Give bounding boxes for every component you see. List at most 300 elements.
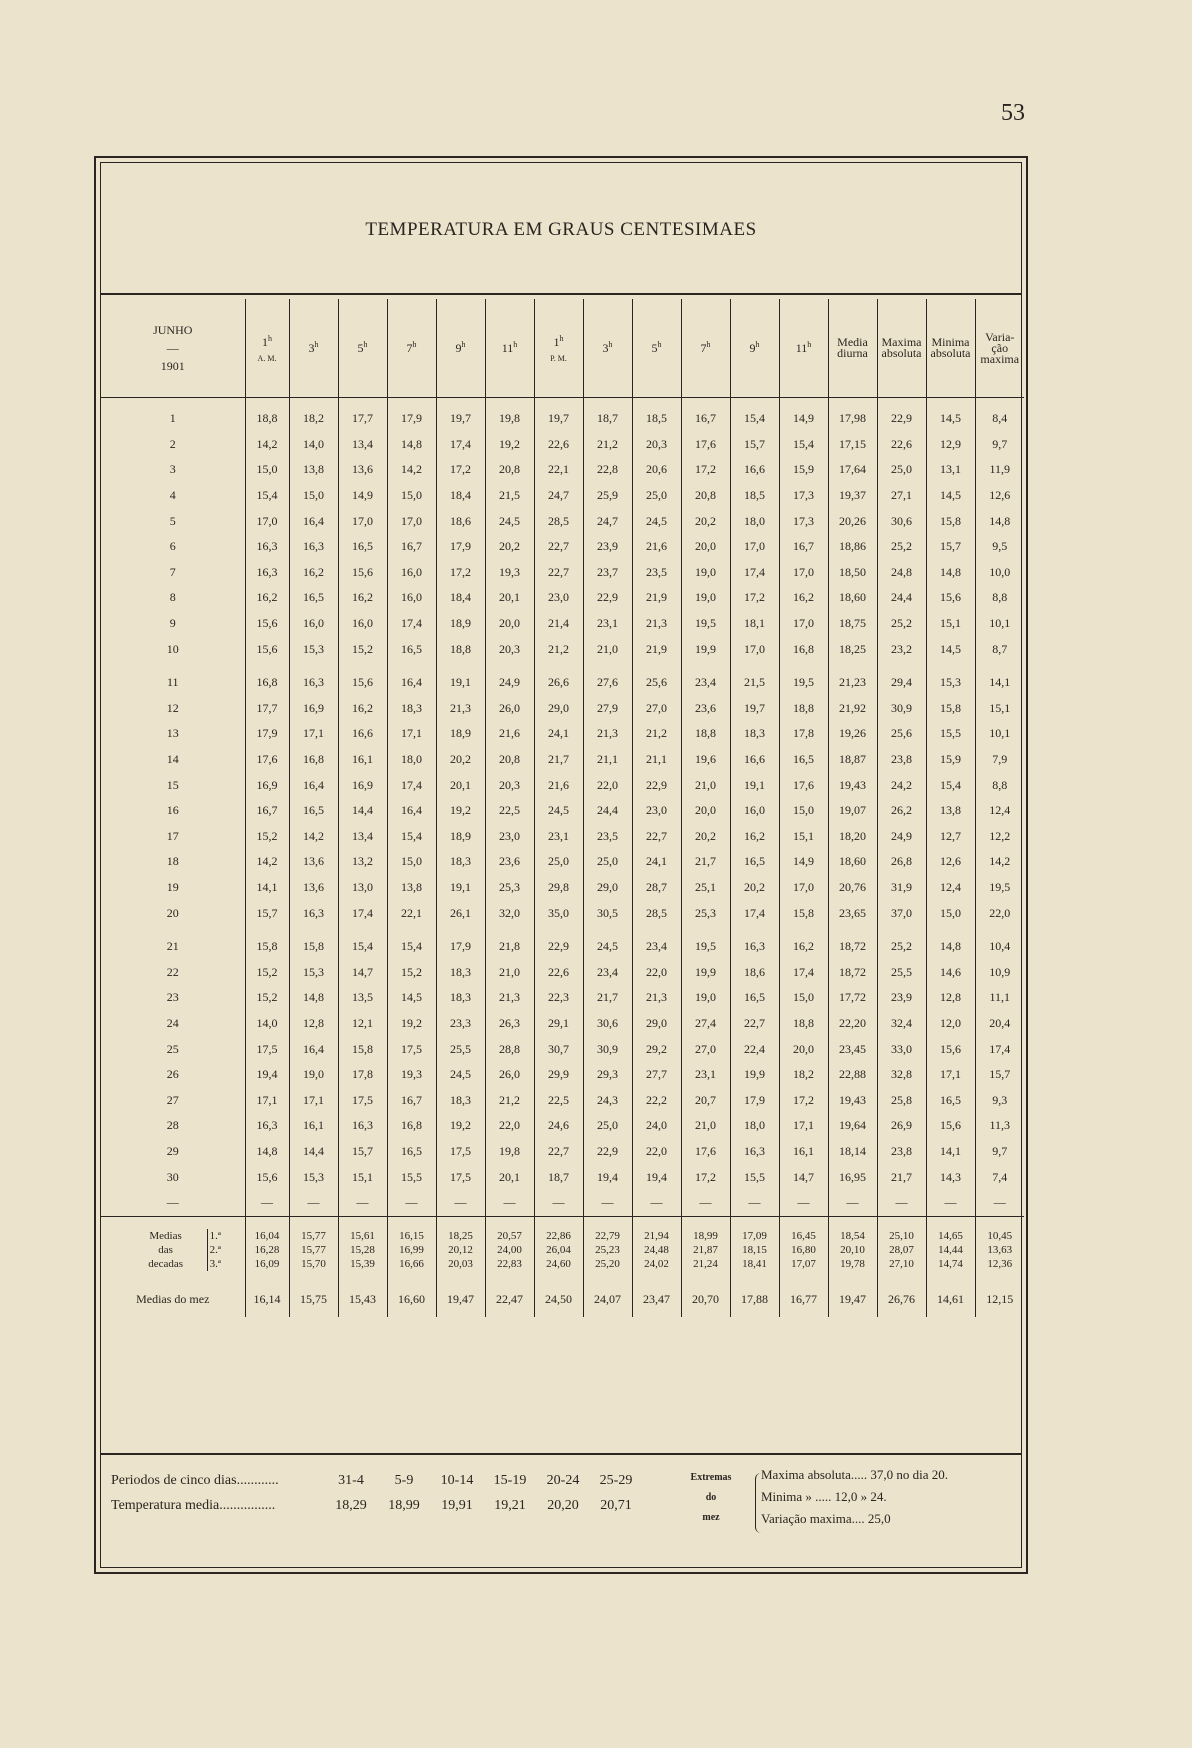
table-cell: 15,6 (245, 611, 289, 637)
separator-cell (975, 926, 1024, 934)
hour-suffix: h (412, 340, 417, 349)
table-cell: 22,5 (534, 1087, 583, 1113)
table-cell: 13,0 (338, 875, 387, 901)
table-cell: 15,6 (338, 560, 387, 586)
table-cell: 16,8 (245, 670, 289, 696)
table-cell: 19,4 (245, 1062, 289, 1088)
hour-suffix: h (755, 340, 760, 349)
decade-label-line: das (158, 1243, 173, 1256)
hour-suffix: h (461, 340, 466, 349)
table-cell: 30,6 (877, 508, 926, 534)
table-cell: 19,5 (989, 879, 1011, 894)
hour-number: 11 (501, 341, 514, 355)
decade-value: 12,36 (987, 1257, 1013, 1270)
table-cell: 19,0 (681, 585, 730, 611)
table-cell: 18,6 (436, 508, 485, 534)
table-cell: 24,1 (632, 849, 681, 875)
table-cell: 14,2 (245, 849, 289, 875)
table-cell: 12,6 (989, 488, 1011, 503)
table-cell: 19,0 (681, 560, 730, 586)
table-cell: 19,9 (730, 1062, 779, 1088)
extremas-line: Variação maxima.... 25,0 (761, 1511, 891, 1526)
table-cell: 18,1 (730, 611, 779, 637)
decade-value: 18,41 (742, 1257, 767, 1270)
table-cell: 16,5 (289, 585, 338, 611)
day-number: 4 (101, 483, 245, 509)
table-cell: 15,8 (926, 508, 975, 534)
table-cell: 23,4 (632, 934, 681, 960)
table-cell: 22,6 (534, 432, 583, 458)
separator-cell (485, 662, 534, 670)
table-cell: 14,4 (289, 1139, 338, 1165)
temperature-media-value: 20,71 (600, 1498, 632, 1513)
decade-number: 1.ª (209, 1229, 221, 1242)
table-cell: 16,4 (387, 670, 436, 696)
table-cell: 16,5 (338, 534, 387, 560)
table-cell: 15,0 (779, 985, 828, 1011)
decade-label-text (125, 1229, 207, 1271)
decade-value: 25,20 (595, 1257, 620, 1270)
separator-cell (245, 662, 289, 670)
table-cell: 14,8 (989, 513, 1011, 528)
decade-value: 10,45 (987, 1229, 1013, 1242)
separator-cell (828, 926, 877, 934)
hour-suffix: h (314, 340, 319, 349)
table-cell: 30,5 (583, 900, 632, 926)
table-row (101, 985, 1024, 1011)
hour-suffix: h (608, 340, 613, 349)
table-body (101, 398, 1024, 1317)
dash-cell: — (485, 1190, 534, 1217)
hour-header (534, 299, 583, 398)
table-cell: 28,5 (534, 508, 583, 534)
table-cell: 15,7 (926, 534, 975, 560)
table-cell: 14,5 (926, 636, 975, 662)
am-label: A. M. (257, 353, 277, 363)
table-cell: 19,0 (681, 985, 730, 1011)
periods-row (111, 1473, 643, 1498)
table-cell: 12,2 (989, 828, 1011, 843)
table-cell: 15,4 (387, 824, 436, 850)
table-cell: 16,8 (387, 1113, 436, 1139)
table-cell: 16,2 (779, 934, 828, 960)
hour-number: 3 (308, 341, 315, 355)
table-cell: 16,2 (289, 560, 338, 586)
table-cell: 15,2 (387, 959, 436, 985)
table-cell: 14,2 (989, 854, 1011, 869)
table-cell: 22,9 (583, 585, 632, 611)
table-cell: 20,8 (485, 747, 534, 773)
table-cell: 29,0 (534, 696, 583, 722)
decade-numbers (207, 1229, 221, 1271)
table-cell: 27,6 (583, 670, 632, 696)
table-cell: 15,3 (289, 636, 338, 662)
table-cell: 22,2 (632, 1087, 681, 1113)
table-cell: 29,2 (632, 1036, 681, 1062)
table-cell: 23,2 (877, 636, 926, 662)
decade-value: 14,65 (938, 1229, 963, 1242)
table-cell: 21,1 (632, 747, 681, 773)
table-cell: 15,6 (245, 1164, 289, 1190)
dash-cell: — (681, 1190, 730, 1217)
table-cell: 17,5 (245, 1036, 289, 1062)
table-cell: 25,0 (534, 849, 583, 875)
table-cell: 26,1 (436, 900, 485, 926)
table-cell: 15,0 (245, 457, 289, 483)
table-cell: 16,5 (730, 849, 779, 875)
table-cell: 23,3 (436, 1011, 485, 1037)
table-cell: 17,7 (338, 406, 387, 432)
table-cell: 20,2 (485, 534, 534, 560)
table-cell: 14,8 (387, 432, 436, 458)
table-cell: 20,2 (681, 824, 730, 850)
temperature-media-value: 18,99 (388, 1498, 420, 1513)
table-cell: 19,8 (485, 1139, 534, 1165)
table-cell: 21,2 (485, 1087, 534, 1113)
table-cell: 22,3 (534, 985, 583, 1011)
table-cell: 22,7 (534, 534, 583, 560)
table-cell: 21,7 (681, 849, 730, 875)
table-cell: 16,0 (289, 611, 338, 637)
table-cell: 10,0 (989, 564, 1011, 579)
decade-cell (779, 1216, 828, 1283)
table-cell: 27,9 (583, 696, 632, 722)
dash-row (101, 1190, 1024, 1217)
separator-cell (436, 926, 485, 934)
header-row (101, 299, 1024, 398)
table-row (101, 1113, 1024, 1139)
table-cell: 19,7 (730, 696, 779, 722)
table-cell: 30,9 (583, 1036, 632, 1062)
table-cell: 24,5 (632, 508, 681, 534)
table-cell: 25,8 (877, 1087, 926, 1113)
table-cell: 12,6 (926, 849, 975, 875)
extremas-label-line: Extremas (690, 1472, 732, 1483)
hour-suffix: h (513, 340, 518, 349)
table-cell: 12,4 (989, 803, 1011, 818)
dash-cell: — (632, 1190, 681, 1217)
table-cell: 17,0 (779, 611, 828, 637)
separator-cell (926, 398, 975, 407)
table-cell: 19,1 (730, 772, 779, 798)
table-cell: 23,8 (877, 747, 926, 773)
table-cell: 23,0 (534, 585, 583, 611)
table-cell: 10,1 (989, 726, 1011, 741)
variacao-maxima-header (975, 299, 1024, 398)
table-cell: 14,8 (289, 985, 338, 1011)
decade-label-line: decadas (148, 1257, 183, 1270)
day-number: 29 (101, 1139, 245, 1165)
hour-suffix: h (706, 340, 711, 349)
table-cell: 17,9 (245, 721, 289, 747)
table-cell: 14,3 (926, 1164, 975, 1190)
table-cell: 16,9 (289, 696, 338, 722)
table-cell: 23,4 (583, 959, 632, 985)
periods-block (111, 1473, 643, 1523)
table-cell: 11,9 (989, 462, 1011, 477)
decade-cell (730, 1216, 779, 1283)
pm-label: P. M. (550, 353, 567, 363)
hour-number: 7 (406, 341, 413, 355)
separator-cell (779, 398, 828, 407)
table-cell: 29,0 (583, 875, 632, 901)
table-cell: 16,1 (289, 1113, 338, 1139)
table-cell: 15,6 (926, 1036, 975, 1062)
decade-number: 3.ª (209, 1257, 221, 1270)
table-cell: 12,8 (289, 1011, 338, 1037)
table-cell: 22,9 (534, 934, 583, 960)
extremas-label-line: mez (702, 1512, 720, 1523)
hour-header (583, 299, 632, 398)
hour-suffix: h (657, 340, 662, 349)
table-cell: 16,2 (338, 696, 387, 722)
table-cell: 18,2 (779, 1062, 828, 1088)
group-separator (101, 398, 1024, 407)
page-number: 53 (1001, 100, 1025, 126)
table-cell: 13,6 (289, 875, 338, 901)
day-number: 21 (101, 934, 245, 960)
table-cell: 22,88 (828, 1062, 877, 1088)
table-cell: 14,5 (926, 483, 975, 509)
day-number: 3 (101, 457, 245, 483)
table-cell: 13,2 (338, 849, 387, 875)
table-cell: 15,4 (926, 772, 975, 798)
table-cell: 22,9 (877, 406, 926, 432)
table-cell: 27,0 (681, 1036, 730, 1062)
table-cell: 22,7 (730, 1011, 779, 1037)
decade-cell (534, 1216, 583, 1283)
table-cell: 15,0 (387, 483, 436, 509)
decade-cell (338, 1216, 387, 1283)
table-cell: 21,5 (485, 483, 534, 509)
table-cell: 18,9 (436, 824, 485, 850)
table-cell: 16,0 (387, 585, 436, 611)
table-row (101, 824, 1024, 850)
hour-number: 3 (602, 341, 609, 355)
table-cell: 28,5 (632, 900, 681, 926)
separator-cell (583, 398, 632, 407)
table-cell: 35,0 (534, 900, 583, 926)
table-cell: 16,4 (289, 772, 338, 798)
table-cell: 16,3 (730, 934, 779, 960)
decade-value: 13,63 (987, 1243, 1013, 1256)
separator-cell (877, 398, 926, 407)
day-number: 13 (101, 721, 245, 747)
table-cell: 16,5 (926, 1087, 975, 1113)
table-cell: 18,8 (245, 406, 289, 432)
dash-cell: — (245, 1190, 289, 1217)
table-cell: 25,0 (877, 457, 926, 483)
table-cell: 18,7 (534, 1164, 583, 1190)
decade-cell (289, 1216, 338, 1283)
table-cell: 15,3 (289, 959, 338, 985)
table-cell: 15,0 (779, 798, 828, 824)
table-cell: 15,2 (338, 636, 387, 662)
table-cell: 17,4 (730, 900, 779, 926)
decade-value: 21,24 (693, 1257, 718, 1270)
table-cell: 15,4 (387, 934, 436, 960)
table-cell: 23,9 (877, 985, 926, 1011)
table-cell: 15,0 (926, 900, 975, 926)
period-value: 25-29 (599, 1473, 633, 1488)
table-row (101, 670, 1024, 696)
table-cell: 18,5 (632, 406, 681, 432)
table-cell: 18,0 (730, 508, 779, 534)
table-cell: 21,2 (583, 432, 632, 458)
table-cell: 19,1 (436, 875, 485, 901)
table-cell: 16,7 (681, 406, 730, 432)
table-cell: 14,0 (245, 1011, 289, 1037)
decade-value: 21,87 (693, 1243, 718, 1256)
table-cell: 24,5 (583, 934, 632, 960)
stat-header-line: absoluta (930, 346, 971, 360)
group-separator (101, 926, 1024, 934)
table-cell: 21,7 (534, 747, 583, 773)
stat-header-line: Media (837, 335, 868, 349)
table-cell: 18,7 (583, 406, 632, 432)
hour-suffix: h (363, 340, 368, 349)
table-cell: 18,86 (828, 534, 877, 560)
table-cell: 11,1 (989, 990, 1011, 1005)
stat-header-line: maxima (980, 351, 1020, 366)
decade-value: 16,66 (399, 1257, 424, 1270)
table-cell: 32,0 (485, 900, 534, 926)
table-cell: 16,2 (245, 585, 289, 611)
table-cell: 18,60 (828, 849, 877, 875)
table-cell: 19,43 (828, 1087, 877, 1113)
table-cell: 19,9 (681, 959, 730, 985)
table-cell: 20,4 (989, 1015, 1011, 1030)
table-cell: 16,8 (779, 636, 828, 662)
separator-cell (632, 398, 681, 407)
hour-header (779, 299, 828, 398)
table-cell: 17,9 (436, 534, 485, 560)
table-cell: 20,3 (485, 636, 534, 662)
table-cell: 15,7 (989, 1067, 1011, 1082)
table-cell: 16,1 (779, 1139, 828, 1165)
table-cell: 22,9 (632, 772, 681, 798)
table-cell: 26,0 (485, 696, 534, 722)
table-cell: 19,2 (485, 432, 534, 458)
table-cell: 23,5 (632, 560, 681, 586)
hour-number: 9 (455, 341, 462, 355)
separator-cell (289, 398, 338, 407)
stat-header-line: Maxima (881, 335, 922, 349)
day-number: 15 (101, 772, 245, 798)
day-number: 26 (101, 1062, 245, 1088)
table-cell: 15,2 (245, 985, 289, 1011)
table-cell: 25,5 (436, 1036, 485, 1062)
table-cell: 21,9 (632, 585, 681, 611)
hour-header (245, 299, 289, 398)
table-cell: 8,4 (992, 411, 1008, 426)
table-cell: 18,20 (828, 824, 877, 850)
separator-cell (534, 662, 583, 670)
table-cell: 21,7 (877, 1164, 926, 1190)
table-cell: 17,2 (730, 585, 779, 611)
decade-cell (681, 1216, 730, 1283)
table-cell: 24,4 (583, 798, 632, 824)
table-cell: 21,8 (485, 934, 534, 960)
table-cell: 25,0 (583, 1113, 632, 1139)
separator-cell (926, 926, 975, 934)
table-cell: 15,5 (387, 1164, 436, 1190)
table-cell: 16,3 (289, 534, 338, 560)
table-cell: 15,1 (779, 824, 828, 850)
dash-cell: — (583, 1190, 632, 1217)
table-cell: 17,64 (828, 457, 877, 483)
dash-cell: — (828, 1190, 877, 1217)
decade-value: 17,07 (791, 1257, 816, 1270)
decade-value: 15,70 (301, 1257, 326, 1270)
table-cell: 14,2 (387, 457, 436, 483)
separator-cell (245, 926, 289, 934)
hour-header (485, 299, 534, 398)
separator-cell (436, 662, 485, 670)
decade-value: 25,10 (889, 1229, 914, 1242)
dash-cell: — (338, 1190, 387, 1217)
decade-value: 18,54 (840, 1229, 865, 1242)
table-cell: 17,1 (289, 721, 338, 747)
table-cell: 17,2 (779, 1087, 828, 1113)
table-cell: 17,1 (289, 1087, 338, 1113)
decade-value: 16,45 (791, 1229, 816, 1242)
table-cell: 30,9 (877, 696, 926, 722)
table-cell: 19,8 (485, 406, 534, 432)
table-cell: 24,6 (534, 1113, 583, 1139)
separator-cell (975, 662, 1024, 670)
table-cell: 18,6 (730, 959, 779, 985)
table-cell: 24,0 (632, 1113, 681, 1139)
dash-cell: — (877, 1190, 926, 1217)
table-cell: 16,3 (338, 1113, 387, 1139)
month-means-row (101, 1283, 1024, 1317)
separator-cell (534, 926, 583, 934)
table-cell: 25,0 (583, 849, 632, 875)
table-cell: 27,4 (681, 1011, 730, 1037)
hour-number: 5 (357, 341, 364, 355)
day-number: 9 (101, 611, 245, 637)
table-cell: 15,0 (387, 849, 436, 875)
table-cell: 14,7 (338, 959, 387, 985)
table-cell: 10,4 (989, 939, 1011, 954)
table-cell: 19,3 (387, 1062, 436, 1088)
decade-value: 25,23 (595, 1243, 620, 1256)
month-label: JUNHO (153, 323, 193, 337)
table-cell: 8,8 (992, 590, 1008, 605)
separator-cell (926, 662, 975, 670)
decade-value: 22,79 (595, 1229, 620, 1242)
month-mean-cell: 14,61 (926, 1283, 975, 1317)
table-cell: 22,0 (632, 959, 681, 985)
hour-header (289, 299, 338, 398)
table-cell: 9,3 (992, 1092, 1008, 1107)
table-cell: 17,8 (779, 721, 828, 747)
table-cell: 20,0 (779, 1036, 828, 1062)
table-cell: 17,2 (681, 457, 730, 483)
decade-value: 16,99 (399, 1243, 424, 1256)
decade-value: 27,10 (889, 1257, 914, 1270)
table-cell: 18,4 (436, 483, 485, 509)
table-cell: 22,1 (387, 900, 436, 926)
table-cell: 23,45 (828, 1036, 877, 1062)
decade-value: 18,99 (693, 1229, 718, 1242)
decade-value: 24,00 (497, 1243, 522, 1256)
table-cell: 25,0 (632, 483, 681, 509)
hour-header (436, 299, 485, 398)
table-cell: 20,2 (436, 747, 485, 773)
separator-cell (583, 926, 632, 934)
